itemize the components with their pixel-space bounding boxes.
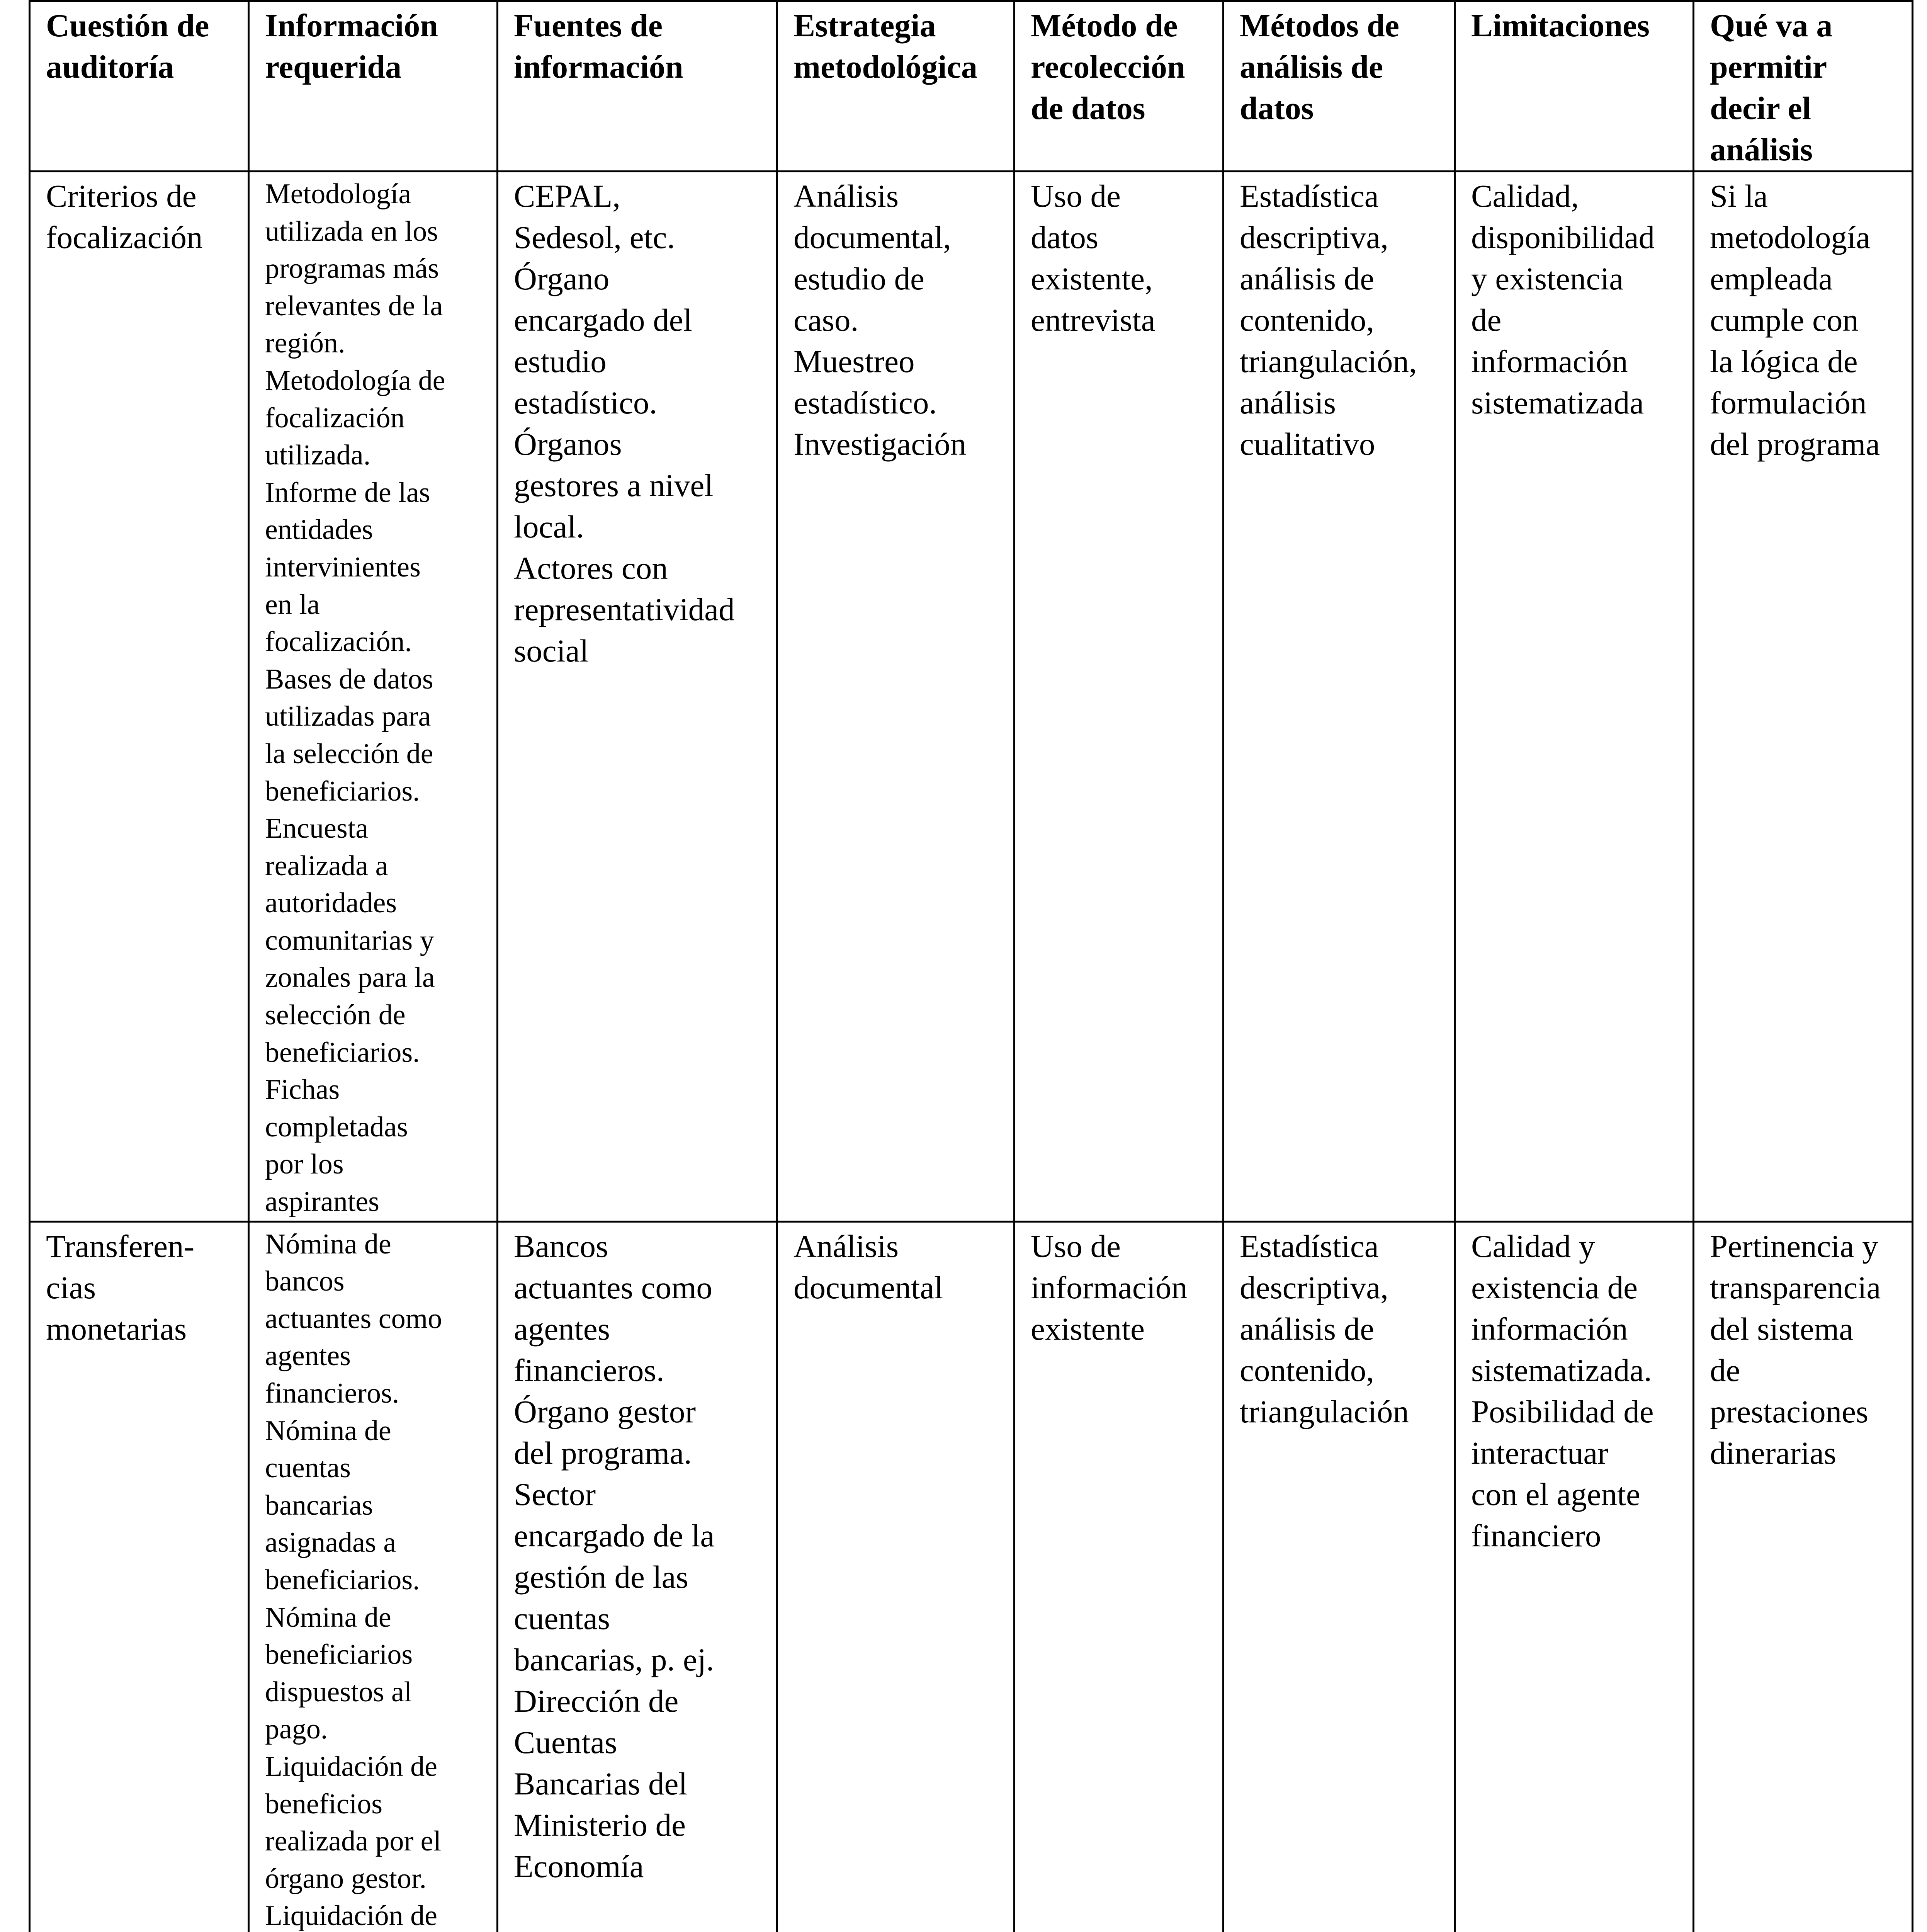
header-metodo-recoleccion: Método de recolección de datos [1014, 1, 1223, 172]
cell-informacion-requerida: Metodología utilizada en los programas más relevantes de la región. Metodología de focalización utilizada. Informe de las entidades intervinientes en la focalización. Bases de datos utilizadas para la selección de beneficiarios. Encuesta realizada a autoridades comunitarias y zonales para la selección de beneficiarios. Fichas completadas por los aspirantes [249, 172, 498, 1222]
cell-estrategia: Análisis documental [777, 1221, 1014, 1932]
cell-que-permite-decir: Pertinencia y transparencia del sistema de prestaciones dinerarias [1694, 1221, 1913, 1932]
header-estrategia: Estrategia metodológica [777, 1, 1014, 172]
table-header-row [30, 1, 1913, 172]
cell-metodos-analisis: Estadística descriptiva, análisis de contenido, triangulación [1223, 1221, 1455, 1932]
header-que-permite-decir: Qué va a permitir decir el análisis [1694, 1, 1913, 172]
cell-metodo-recoleccion: Uso de información existente [1014, 1221, 1223, 1932]
cell-estrategia: Análisis documental, estudio de caso. Muestreo estadístico. Investigación [777, 172, 1014, 1222]
cell-metodos-analisis: Estadística descriptiva, análisis de contenido, triangulación, análisis cualitativo [1223, 172, 1455, 1222]
cell-limitaciones: Calidad, disponibilidad y existencia de información sistematizada [1455, 172, 1694, 1222]
header-fuentes: Fuentes de información [498, 1, 777, 172]
cell-metodo-recoleccion: Uso de datos existente, entrevista [1014, 172, 1223, 1222]
cell-fuentes: CEPAL, Sedesol, etc. Órgano encargado del estudio estadístico. Órganos gestores a nivel local. Actores con representatividad social [498, 172, 777, 1222]
header-cuestion: Cuestión de auditoría [30, 1, 249, 172]
cell-cuestion: Criterios de focalización [30, 172, 249, 1222]
header-metodos-analisis: Métodos de análisis de datos [1223, 1, 1455, 172]
header-limitaciones: Limitaciones [1455, 1, 1694, 172]
cell-que-permite-decir: Si la metodología empleada cumple con la lógica de formulación del programa [1694, 172, 1913, 1222]
cell-informacion-requerida: Nómina de bancos actuantes como agentes financieros. Nómina de cuentas bancarias asignadas a beneficiarios. Nómina de beneficiarios dispuestos al pago. Liquidación de beneficios realizada por el órgano gestor. Liquidación de [249, 1221, 498, 1932]
audit-matrix-table [29, 0, 1913, 1932]
cell-limitaciones: Calidad y existencia de información sistematizada. Posibilidad de interactuar con el agente financiero [1455, 1221, 1694, 1932]
table-row [30, 172, 1913, 1222]
header-informacion-requerida: Información requerida [249, 1, 498, 172]
table-row [30, 1221, 1913, 1932]
cell-fuentes: Bancos actuantes como agentes financieros. Órgano gestor del programa. Sector encargado de la gestión de las cuentas bancarias, p. ej. Dirección de Cuentas Bancarias del Ministerio de Economía [498, 1221, 777, 1932]
cell-cuestion: Transferen- cias monetarias [30, 1221, 249, 1932]
